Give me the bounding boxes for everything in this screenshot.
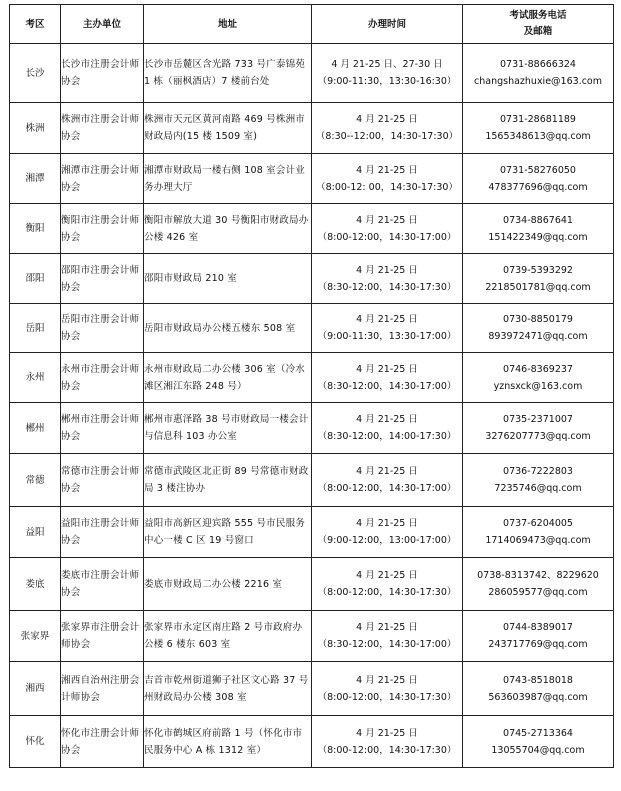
contact-cell bbox=[463, 611, 614, 662]
header-contact-line1: 考试服务电话 bbox=[509, 10, 567, 21]
address-cell: 张家界市永定区南庄路 2 号市政府办公楼 6 楼东 603 室 bbox=[144, 611, 312, 662]
table-row bbox=[10, 454, 614, 507]
table-row bbox=[10, 304, 614, 353]
email-address: 286059577@qq.com bbox=[488, 587, 588, 598]
header-contact-line2: 及邮箱 bbox=[523, 26, 553, 37]
organizer-cell: 永州市注册会计师协会 bbox=[61, 353, 144, 403]
email-address: 893972471@qq.com bbox=[488, 331, 588, 342]
email-address: 151422349@qq.com bbox=[488, 231, 588, 243]
region-cell: 常德 bbox=[10, 454, 61, 507]
hours-time: （9:00-12:00，13:00-17:00） bbox=[317, 535, 457, 546]
hours-time: （9:00-11:30，13:30-16:30） bbox=[317, 76, 457, 87]
hours-time: （8:00-12:00，14:30-17:00） bbox=[317, 231, 457, 243]
table-row bbox=[10, 353, 614, 403]
hours-cell bbox=[312, 204, 463, 254]
phone-number: 0731-58276050 bbox=[500, 164, 576, 176]
header-row bbox=[10, 5, 614, 44]
region-cell: 湘西 bbox=[10, 662, 61, 716]
email-address: 7235746@qq.com bbox=[494, 483, 582, 494]
region-cell: 张家界 bbox=[10, 611, 61, 662]
email-address: 563603987@qq.com bbox=[488, 691, 588, 703]
hours-time: （9:00-11:30，13:30-17:00） bbox=[317, 331, 457, 342]
email-address: 243717769@qq.com bbox=[488, 639, 588, 650]
organizer-cell: 邵阳市注册会计师协会 bbox=[61, 254, 144, 304]
hours-cell bbox=[312, 558, 463, 611]
hours-date: 4 月 21-25 日 bbox=[356, 264, 418, 276]
table-row bbox=[10, 716, 614, 768]
address-cell: 邵阳市财政局 210 室 bbox=[144, 254, 312, 304]
hours-time: （8:30-12:00，14:30-17:30） bbox=[317, 281, 457, 293]
hours-date: 4 月 21-25 日 bbox=[356, 164, 418, 176]
address-cell: 娄底市财政局二办公楼 2216 室 bbox=[144, 558, 312, 611]
hours-date: 4 月 21-25 日 bbox=[356, 518, 418, 529]
contact-cell bbox=[463, 716, 614, 768]
region-cell: 娄底 bbox=[10, 558, 61, 611]
organizer-cell: 株洲市注册会计师协会 bbox=[61, 103, 144, 154]
region-cell: 郴州 bbox=[10, 403, 61, 454]
email-address: 13055704@qq.com bbox=[491, 744, 585, 756]
contact-cell bbox=[463, 454, 614, 507]
region-cell: 长沙 bbox=[10, 44, 61, 103]
email-address: yznsxck@163.com bbox=[493, 380, 583, 392]
address-cell: 益阳市高新区迎宾路 555 号市民服务中心一楼 C 区 19 号窗口 bbox=[144, 507, 312, 558]
contact-cell bbox=[463, 507, 614, 558]
hours-date: 4 月 21-25 日、27-30 日 bbox=[331, 59, 443, 70]
address-cell: 永州市财政局二办公楼 306 室（冷水滩区湘江东路 248 号） bbox=[144, 353, 312, 403]
exam-service-table bbox=[9, 4, 614, 768]
region-cell: 益阳 bbox=[10, 507, 61, 558]
hours-cell bbox=[312, 254, 463, 304]
hours-date: 4 月 21-25 日 bbox=[356, 466, 418, 477]
contact-cell bbox=[463, 154, 614, 204]
hours-cell bbox=[312, 44, 463, 103]
hours-time: （8:00-12: 00，14:30-17:30） bbox=[316, 181, 458, 193]
contact-cell bbox=[463, 103, 614, 154]
contact-cell bbox=[463, 44, 614, 103]
address-cell: 湘潭市财政局一楼右侧 108 室会计业务办理大厅 bbox=[144, 154, 312, 204]
hours-cell bbox=[312, 304, 463, 353]
organizer-cell: 怀化市注册会计师协会 bbox=[61, 716, 144, 768]
hours-cell bbox=[312, 507, 463, 558]
hours-time: （8:00-12:00，14:30-17:30） bbox=[317, 744, 457, 756]
address-cell: 常德市武陵区北正街 89 号常德市财政局 3 楼注协办 bbox=[144, 454, 312, 507]
phone-number: 0734-8867641 bbox=[503, 214, 573, 226]
phone-number: 0737-6204005 bbox=[503, 518, 573, 529]
organizer-cell: 郴州市注册会计师协会 bbox=[61, 403, 144, 454]
region-cell: 岳阳 bbox=[10, 304, 61, 353]
organizer-cell: 衡阳市注册会计师协会 bbox=[61, 204, 144, 254]
contact-cell bbox=[463, 254, 614, 304]
phone-number: 0738-8313742、8229620 bbox=[477, 570, 599, 581]
contact-cell bbox=[463, 558, 614, 611]
header-contact bbox=[463, 5, 614, 44]
contact-cell bbox=[463, 353, 614, 403]
region-cell: 邵阳 bbox=[10, 254, 61, 304]
hours-time: （8:30-12:00，14:00-17:30） bbox=[317, 431, 457, 442]
phone-number: 0736-7222803 bbox=[503, 466, 573, 477]
hours-date: 4 月 21-25 日 bbox=[356, 674, 418, 686]
address-cell: 株洲市天元区黄河南路 469 号株洲市财政局内(15 楼 1509 室) bbox=[144, 103, 312, 154]
hours-date: 4 月 21-25 日 bbox=[356, 214, 418, 226]
contact-cell bbox=[463, 204, 614, 254]
header-region: 考区 bbox=[10, 5, 61, 44]
email-address: 2218501781@qq.com bbox=[485, 281, 591, 293]
phone-number: 0743-8518018 bbox=[503, 674, 573, 686]
phone-number: 0730-8850179 bbox=[503, 314, 573, 325]
table-row bbox=[10, 662, 614, 716]
table-row bbox=[10, 154, 614, 204]
address-cell: 怀化市鹤城区府前路 1 号（怀化市市民服务中心 A 栋 1312 室） bbox=[144, 716, 312, 768]
contact-cell bbox=[463, 403, 614, 454]
region-cell: 怀化 bbox=[10, 716, 61, 768]
email-address: changshazhuxie@163.com bbox=[474, 76, 602, 87]
organizer-cell: 常德市注册会计师协会 bbox=[61, 454, 144, 507]
hours-date: 4 月 21-25 日 bbox=[356, 414, 418, 425]
table-row bbox=[10, 254, 614, 304]
hours-date: 4 月 21-25 日 bbox=[356, 114, 418, 125]
address-cell: 衡阳市解放大道 30 号衡阳市财政局办公楼 426 室 bbox=[144, 204, 312, 254]
hours-cell bbox=[312, 611, 463, 662]
hours-cell bbox=[312, 103, 463, 154]
email-address: 478377696@qq.com bbox=[488, 181, 588, 193]
hours-cell bbox=[312, 403, 463, 454]
organizer-cell: 湘潭市注册会计师协会 bbox=[61, 154, 144, 204]
header-address: 地址 bbox=[144, 5, 312, 44]
organizer-cell: 张家界市注册会计师协会 bbox=[61, 611, 144, 662]
hours-time: （8:30-12:00，14:30-17:00） bbox=[317, 639, 457, 650]
hours-time: （8:00-12:00，14:30-17:30） bbox=[317, 587, 457, 598]
region-cell: 永州 bbox=[10, 353, 61, 403]
email-address: 1714069473@qq.com bbox=[485, 535, 591, 546]
address-cell: 吉首市乾州街道狮子社区文心路 37 号州财政局办公楼 308 室 bbox=[144, 662, 312, 716]
phone-number: 0731-28681189 bbox=[500, 114, 576, 125]
organizer-cell: 娄底市注册会计师协会 bbox=[61, 558, 144, 611]
phone-number: 0739-5393292 bbox=[503, 264, 573, 276]
header-hours: 办理时间 bbox=[312, 5, 463, 44]
hours-date: 4 月 21-25 日 bbox=[356, 727, 418, 739]
hours-time: （8:00-12:00，14:30-17:30） bbox=[317, 691, 457, 703]
header-organizer: 主办单位 bbox=[61, 5, 144, 44]
phone-number: 0745-2713364 bbox=[503, 727, 573, 739]
hours-time: （8:30--12:00，14:30-17:30） bbox=[315, 131, 459, 142]
table-row bbox=[10, 103, 614, 154]
table-row bbox=[10, 507, 614, 558]
table-body bbox=[10, 44, 614, 768]
phone-number: 0731-88666324 bbox=[500, 59, 576, 70]
hours-date: 4 月 21-25 日 bbox=[356, 570, 418, 581]
table-row bbox=[10, 403, 614, 454]
hours-cell bbox=[312, 454, 463, 507]
phone-number: 0746-8369237 bbox=[503, 363, 573, 375]
hours-cell bbox=[312, 716, 463, 768]
hours-date: 4 月 21-25 日 bbox=[356, 363, 418, 375]
table-row bbox=[10, 204, 614, 254]
address-cell: 长沙市岳麓区含光路 733 号广泰锦苑 1 栋（丽枫酒店）7 楼前台处 bbox=[144, 44, 312, 103]
hours-date: 4 月 21-25 日 bbox=[356, 622, 418, 633]
region-cell: 衡阳 bbox=[10, 204, 61, 254]
region-cell: 株洲 bbox=[10, 103, 61, 154]
table-row bbox=[10, 611, 614, 662]
table-row bbox=[10, 558, 614, 611]
organizer-cell: 湘西自治州注册会计师协会 bbox=[61, 662, 144, 716]
address-cell: 岳阳市财政局办公楼五楼东 508 室 bbox=[144, 304, 312, 353]
contact-cell bbox=[463, 662, 614, 716]
address-cell: 郴州市惠泽路 38 号市财政局一楼会计与信息科 103 办公室 bbox=[144, 403, 312, 454]
hours-time: （8:00-12:00，14:30-17:00） bbox=[317, 483, 457, 494]
table-row bbox=[10, 44, 614, 103]
region-cell: 湘潭 bbox=[10, 154, 61, 204]
hours-date: 4 月 21-25 日 bbox=[356, 314, 418, 325]
phone-number: 0744-8389017 bbox=[503, 622, 573, 633]
phone-number: 0735-2371007 bbox=[503, 414, 573, 425]
organizer-cell: 岳阳市注册会计师协会 bbox=[61, 304, 144, 353]
hours-time: （8:30-12:00，14:30-17:00） bbox=[317, 380, 457, 392]
hours-cell bbox=[312, 154, 463, 204]
hours-cell bbox=[312, 662, 463, 716]
email-address: 3276207773@qq.com bbox=[485, 431, 591, 442]
contact-cell bbox=[463, 304, 614, 353]
organizer-cell: 益阳市注册会计师协会 bbox=[61, 507, 144, 558]
organizer-cell: 长沙市注册会计师协会 bbox=[61, 44, 144, 103]
email-address: 1565348613@qq.com bbox=[485, 131, 591, 142]
hours-cell bbox=[312, 353, 463, 403]
